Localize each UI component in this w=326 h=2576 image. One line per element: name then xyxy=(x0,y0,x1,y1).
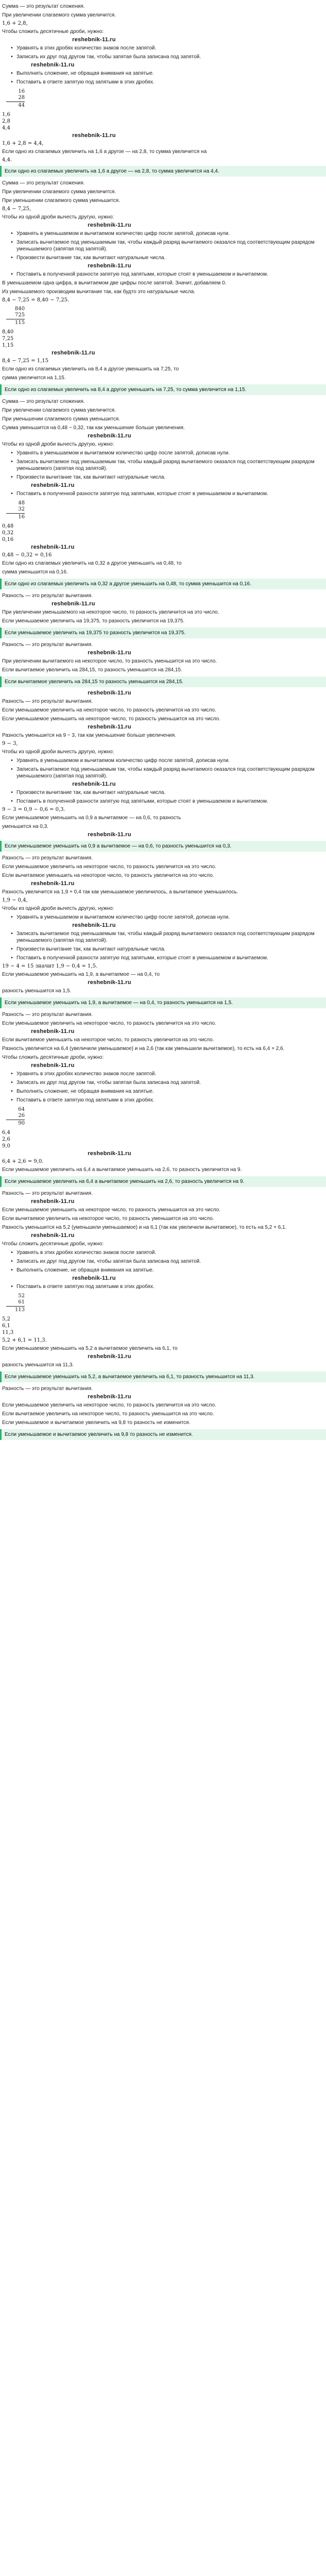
bullet-icon: • xyxy=(10,450,13,456)
paragraph: Разность — это результат вычитания. xyxy=(2,1386,93,1392)
paragraph: Если одно из слагаемых увеличить на 1,6 а другое — на 2,8, то сумма увеличится на xyxy=(2,149,207,155)
answer-highlight: Если уменьшаемое уменьшить на 1,9, а вычитаемое — на 0,4, то разность уменьшится на 1,5. xyxy=(0,997,326,1008)
column-row: 44 xyxy=(18,103,25,108)
math-expression: 6,4 + 2,6 = 9,0. xyxy=(2,1159,44,1164)
bullet-icon: • xyxy=(10,1250,13,1256)
watermark: reshebnik-11.ru xyxy=(88,724,132,730)
list-item-text: Произвести вычитание так, как вычитают натуральные числа. xyxy=(17,474,166,480)
paragraph: Если одно из слагаемых увеличить на 0,32 а другое уменьшить на 0,48, то xyxy=(2,561,182,566)
list-item-text: Поставить в ответе запятую под запятыми в этих дробях. xyxy=(17,79,155,85)
paragraph: Разность увеличится на 1,9 + 0,4 так как уменьшаемое увеличилось, а вычитаемое уменьшилось. xyxy=(2,889,238,895)
column-arithmetic xyxy=(6,89,25,109)
column-rule xyxy=(6,101,25,102)
list-item xyxy=(0,1087,326,1096)
column-row: 61 xyxy=(18,1299,25,1305)
paragraph: При увеличении слагаемого сумма увеличится. xyxy=(2,12,116,18)
list-item-text: Произвести вычитание так, как вычитают натуральные числа. xyxy=(17,790,166,795)
column-row: 48 xyxy=(18,500,25,506)
math-expression: 1,6 + 2,8 = 4,4, xyxy=(2,141,44,146)
list-item-text: Выполнить сложение, не обращая внимания на запятые. xyxy=(17,1267,154,1273)
paragraph: сумма увеличится на 1,15. xyxy=(2,375,66,381)
list-item-text: Уравнять в этих дробях количество знаков после запятой. xyxy=(17,1071,156,1077)
paragraph: При уменьшении слагаемого сумма уменьшится. xyxy=(2,416,120,422)
paragraph: Чтобы из одной дроби вычесть другую, нужно: xyxy=(2,749,115,755)
list-item xyxy=(0,797,326,806)
watermark: reshebnik-11.ru xyxy=(88,1150,132,1157)
math-expression: 9 − 3, xyxy=(2,741,18,747)
math-expression: 1,6 2,8 4,4 xyxy=(2,112,10,131)
bullet-icon: • xyxy=(10,459,13,465)
math-expression: 1,6 + 2,8, xyxy=(2,21,28,26)
paragraph: Разность — это результат вычитания. xyxy=(2,855,93,861)
watermark: reshebnik-11.ru xyxy=(88,690,132,696)
list-item-text: Уравнять в уменьшаемом и вычитаемом количество цифр после запятой, дописав нули. xyxy=(17,758,230,764)
bullet-icon: • xyxy=(10,491,13,497)
list-item xyxy=(0,1266,326,1275)
list-item xyxy=(0,449,326,457)
list-item xyxy=(0,473,326,482)
list-item-text: Записать вычитаемое под уменьшаемым так, чтобы каждый разряд вычитаемого оказался под соответствующим разрядом уменьшаемого (запятая под запятой). xyxy=(17,767,315,779)
answer-highlight: Если уменьшаемое увеличить на 19,375 то разность увеличится на 19,375. xyxy=(0,628,326,638)
column-row: 840 xyxy=(14,306,25,312)
list-item-text: Уравнять в уменьшаемом и вычитаемом количество цифр после запятой, дописав нули. xyxy=(17,450,230,456)
answer-highlight: Если уменьшаемое увеличить на 6,4 а вычитаемое уменьшить на 2,6, то разность увеличится на 9. xyxy=(0,1176,326,1187)
column-rule xyxy=(6,513,25,514)
list-item-text: Записать их друг под другом так, чтобы запятая была записана под запятой. xyxy=(17,1259,201,1264)
list-item xyxy=(0,756,326,765)
math-expression: 19 − 4 = 15 значит 1,9 − 0,4 = 1,5. xyxy=(2,963,97,969)
watermark: reshebnik-11.ru xyxy=(31,1062,75,1069)
paragraph: Чтобы сложить десятичные дроби, нужно: xyxy=(2,1055,104,1060)
list-item-text: Произвести вычитание так, как вычитают натуральные числа. xyxy=(17,946,166,952)
watermark: reshebnik-11.ru xyxy=(72,132,116,139)
bullet-icon: • xyxy=(10,1089,13,1094)
column-row: 90 xyxy=(18,1121,25,1126)
list-item xyxy=(0,1248,326,1257)
list-item-text: Записать вычитаемое под уменьшаемым так, чтобы каждый разряд вычитаемого оказался под соответствующим разрядом уменьшаемого (запятая под запятой). xyxy=(17,931,315,943)
list-item-text: Уравнять в этих дробях количество знаков после запятой. xyxy=(17,45,156,51)
paragraph: Разность — это результат вычитания. xyxy=(2,593,93,599)
bullet-icon: • xyxy=(10,231,13,236)
answer-highlight: Если одно из слагаемых увеличить на 8,4 а другое уменьшить на 7,25, то сумма увеличится на 1,15. xyxy=(0,384,326,395)
list-item xyxy=(0,44,326,53)
list-item xyxy=(0,489,326,498)
paragraph: Если уменьшаемое увеличить на некоторое число, то разность увеличится на это число. xyxy=(2,864,217,870)
column-row: 115 xyxy=(14,320,25,326)
paragraph: Если уменьшаемое увеличить на 6,4 а вычитаемое уменьшить на 2,6, то разность увеличится на 9. xyxy=(2,1167,242,1173)
paragraph: Чтобы из одной дроби вычесть другую, нужно: xyxy=(2,906,115,911)
math-expression: 0,48 0,32 0,16 xyxy=(2,523,14,543)
math-expression: 0,48 − 0,32 = 0,16 xyxy=(2,552,52,558)
math-expression: 8,4 − 7,25, xyxy=(2,206,31,212)
paragraph: Если вычитаемое увеличить на некоторое число, то разность уменьшится на это число. xyxy=(2,1411,214,1417)
answer-highlight: Если одно из слагаемых увеличить на 0,32 а другое уменьшить на 0,48, то сумма уменьшится на 0,16. xyxy=(0,579,326,589)
bullet-icon: • xyxy=(10,758,13,764)
bullet-icon: • xyxy=(10,946,13,952)
paragraph: Разность — это результат вычитания. xyxy=(2,1012,93,1018)
column-row: 28 xyxy=(18,95,25,100)
bullet-icon: • xyxy=(10,1080,13,1086)
list-item xyxy=(0,69,326,78)
watermark: reshebnik-11.ru xyxy=(72,1275,116,1281)
paragraph: Если одно из слагаемых увеличить на 8,4 а другое уменьшить на 7,25, то xyxy=(2,366,179,372)
paragraph: Если уменьшаемое и вычитаемое увеличить на 9,8 то разность не изменится. xyxy=(2,1420,190,1426)
answer-highlight: Если одно из слагаемых увеличить на 1,6 а другое — на 2,8, то сумма увеличится на 4,4. xyxy=(0,166,326,177)
watermark: reshebnik-11.ru xyxy=(88,433,132,439)
paragraph: При увеличении слагаемого сумма увеличится. xyxy=(2,408,116,413)
bullet-icon: • xyxy=(10,931,13,937)
bullet-icon: • xyxy=(10,1284,13,1290)
bullet-icon: • xyxy=(10,767,13,772)
watermark: reshebnik-11.ru xyxy=(88,1353,132,1360)
paragraph: Чтобы сложить десятичные дроби, нужно: xyxy=(2,29,104,35)
bullet-icon: • xyxy=(10,240,13,245)
list-item xyxy=(0,954,326,962)
list-item-text: Выполнить сложение, не обращая внимания на запятые. xyxy=(17,71,154,76)
list-item-text: Уравнять в этих дробях количество знаков после запятой. xyxy=(17,1250,156,1256)
answer-highlight: Если вычитаемое увеличить на 284,15 то разность уменьшится на 284,15. xyxy=(0,676,326,687)
paragraph: Разность уменьшится на 5,2 (уменьшили уменьшаемое) и на 6,1 (так как увеличили вычитаемое), то есть на 5,2 + 6,1. xyxy=(2,1225,287,1230)
watermark: reshebnik-11.ru xyxy=(72,781,116,787)
bullet-icon: • xyxy=(10,955,13,961)
math-expression: 9 − 3 = 0,9 − 0,6 = 0,3. xyxy=(2,807,66,812)
math-expression: 5,2 6,1 11,3 xyxy=(2,1316,14,1335)
bullet-icon: • xyxy=(10,790,13,795)
watermark: reshebnik-11.ru xyxy=(31,62,75,68)
watermark: reshebnik-11.ru xyxy=(88,832,132,838)
list-item xyxy=(0,1070,326,1078)
paragraph: сумма уменьшится на 0,16. xyxy=(2,569,68,575)
paragraph: При увеличении вычитаемого на некоторое число, то разность уменьшится на это число. xyxy=(2,658,217,664)
column-row: 725 xyxy=(14,312,25,318)
watermark: reshebnik-11.ru xyxy=(88,650,132,656)
paragraph: Сумма уменьшится на 0,48 − 0,32, так как уменьшение больше увеличения. xyxy=(2,425,185,431)
paragraph: уменьшится на 0,3. xyxy=(2,824,48,829)
paragraph: Разность уменьшится на 9 − 3, так как уменьшение больше увеличения. xyxy=(2,733,176,738)
list-item-text: Записать вычитаемое под уменьшаемым так, чтобы каждый разряд вычитаемого оказался под соответствующим разрядом уменьшаемого (запятая под запятой). xyxy=(17,459,315,471)
math-expression: 4,4. xyxy=(2,157,12,163)
paragraph: В уменьшаемом одна цифра, в вычитаемом две цифры после запятой. Значит, добавляем 0. xyxy=(2,280,226,286)
paragraph: Если уменьшаемое увеличить на 19,375, то разность увеличится на 19,375. xyxy=(2,618,185,624)
list-item-text: Уравнять в уменьшаемом и вычитаемом количество цифр после запятой, дописав нули. xyxy=(17,231,230,236)
bullet-icon: • xyxy=(10,79,13,85)
watermark: reshebnik-11.ru xyxy=(88,979,132,986)
list-item xyxy=(0,1282,326,1291)
list-item-text: Записать их друг под другом так, чтобы запятая была записана под запятой. xyxy=(17,1080,201,1086)
list-item xyxy=(0,53,326,61)
paragraph: При увеличении слагаемого сумма увеличится. xyxy=(2,189,116,195)
list-item-text: Поставить в полученной разности запятую под запятыми, которые стоят в уменьшаемом и вычитаемом. xyxy=(17,272,268,277)
list-item xyxy=(0,788,326,797)
list-item xyxy=(0,945,326,954)
list-item xyxy=(0,229,326,238)
watermark: reshebnik-11.ru xyxy=(52,601,95,607)
paragraph: Если вычитаемое увеличить на некоторое число, то разность уменьшится на это число. xyxy=(2,1216,214,1222)
paragraph: Разность увеличится на 6,4 (увеличили уменьшаемое) и на 2,6 (так как уменьшили вычитаемое), то есть на 6,4 + 2,6. xyxy=(2,1046,285,1052)
paragraph: Если вычитаемое уменьшить на некоторое число, то разность увеличится на это число. xyxy=(2,873,214,878)
list-item-text: Записать вычитаемое под уменьшаемым так, чтобы каждый разряд вычитаемого оказался под соответствующим разрядом уменьшаемого (запятая под запятой). xyxy=(17,240,315,252)
watermark: reshebnik-11.ru xyxy=(31,1028,75,1035)
column-row: 16 xyxy=(18,514,25,520)
bullet-icon: • xyxy=(10,474,13,480)
list-item xyxy=(0,253,326,262)
paragraph: разность уменьшится на 1,5. xyxy=(2,988,72,994)
math-expression: 8,4 − 7,25 = 8,40 − 7,25. xyxy=(2,297,70,303)
paragraph: Если уменьшаемое увеличить на некоторое число, то разность увеличится на это число. xyxy=(2,1402,217,1408)
paragraph: разность уменьшится на 11,3. xyxy=(2,1362,74,1368)
paragraph: Разность — это результат вычитания. xyxy=(2,699,93,704)
watermark: reshebnik-11.ru xyxy=(72,922,116,928)
paragraph: Чтобы из одной дроби вычесть другую, нужно: xyxy=(2,214,115,220)
bullet-icon: • xyxy=(10,1267,13,1273)
bullet-icon: • xyxy=(10,799,13,804)
list-item-text: Поставить в полученной разности запятую под запятыми, которые стоят в уменьшаемом и вычитаемом. xyxy=(17,491,268,497)
list-item xyxy=(0,1096,326,1105)
bullet-icon: • xyxy=(10,1259,13,1264)
list-item xyxy=(0,238,326,253)
column-row: 32 xyxy=(18,506,25,512)
paragraph: Если уменьшаемое увеличить на некоторое число, то разность увеличится на это число. xyxy=(2,1021,217,1026)
watermark: reshebnik-11.ru xyxy=(72,37,116,43)
bullet-icon: • xyxy=(10,255,13,261)
answer-highlight: Если уменьшаемое уменьшить на 0,9 а вычитаемое — на 0,6, то разность уменьшится на 0,3. xyxy=(0,841,326,852)
list-item-text: Записать их друг под другом так, чтобы запятая была записана под запятой. xyxy=(17,54,201,60)
math-expression: 1,9 − 0,4, xyxy=(2,897,28,903)
paragraph: Если уменьшаемое уменьшить на некоторое число, то разность уменьшится на это число. xyxy=(2,716,221,722)
math-expression: 6,4 2,6 9,0 xyxy=(2,1130,10,1149)
column-arithmetic xyxy=(6,1107,25,1127)
column-arithmetic xyxy=(6,1293,25,1313)
paragraph: Из уменьшаемого производим вычитание так, как будто это натуральные числа. xyxy=(2,289,195,295)
bullet-icon: • xyxy=(10,1097,13,1103)
column-row: 52 xyxy=(18,1293,25,1299)
list-item-text: Поставить в ответе запятую под запятыми в этих дробях. xyxy=(17,1284,155,1290)
watermark: reshebnik-11.ru xyxy=(52,350,95,356)
list-item-text: Произвести вычитание так, как вычитают натуральные числа. xyxy=(17,255,166,261)
bullet-icon: • xyxy=(10,71,13,76)
paragraph: Сумма — это результат сложения. xyxy=(2,180,85,186)
paragraph: При уменьшении слагаемого сумма уменьшится. xyxy=(2,198,120,204)
math-expression: 5,2 + 6,1 = 11,3. xyxy=(2,1337,47,1343)
paragraph: Если уменьшаемое уменьшить на 0,9 а вычитаемое — на 0,6, то разность xyxy=(2,815,181,821)
paragraph: Разность — это результат вычитания. xyxy=(2,642,93,648)
watermark: reshebnik-11.ru xyxy=(31,1232,75,1239)
paragraph: Сумма — это результат сложения. xyxy=(2,399,85,404)
bullet-icon: • xyxy=(10,1071,13,1077)
list-item-text: Выполнить сложение, не обращая внимания на запятые. xyxy=(17,1089,154,1094)
watermark: reshebnik-11.ru xyxy=(88,222,132,228)
column-arithmetic xyxy=(6,500,25,520)
paragraph: Сумма — это результат сложения. xyxy=(2,4,85,9)
watermark: reshebnik-11.ru xyxy=(31,1198,75,1205)
paragraph: Если уменьшаемое уменьшить на 1,9, а вычитаемое — на 0,4, то xyxy=(2,972,160,977)
list-item-text: Уравнять в уменьшаемом и вычитаемом количество цифр после запятой, дописав нули. xyxy=(17,914,230,920)
column-row: 64 xyxy=(18,1107,25,1112)
list-item xyxy=(0,913,326,922)
watermark: reshebnik-11.ru xyxy=(88,1394,132,1400)
math-expression: 8,4 − 7,25 = 1,15 xyxy=(2,358,48,364)
bullet-icon: • xyxy=(10,54,13,60)
paragraph: Если вычитаемое увеличить на 284,15, то разность уменьшится на 284,15. xyxy=(2,667,183,673)
answer-highlight: Если уменьшаемое уменьшить на 5,2, а вычитаемое увеличить на 6,1, то разность уменьшится на 11,3. xyxy=(0,1371,326,1382)
list-item xyxy=(0,929,326,945)
list-item-text: Поставить в полученной разности запятую под запятыми, которые стоят в уменьшаемом и вычитаемом. xyxy=(17,955,268,961)
paragraph: Если уменьшаемое увеличить на некоторое число, то разность увеличится на это число. xyxy=(2,707,217,713)
paragraph: Чтобы сложить десятичные дроби, нужно: xyxy=(2,1241,104,1247)
column-row: 16 xyxy=(18,89,25,94)
math-expression: 8,40 7,25 1,15 xyxy=(2,329,14,348)
watermark: reshebnik-11.ru xyxy=(88,263,132,269)
list-item xyxy=(0,270,326,279)
paragraph: Чтобы из одной дроби вычесть другую, нужно: xyxy=(2,442,115,447)
column-rule xyxy=(6,1306,25,1307)
column-arithmetic xyxy=(6,306,25,326)
list-item xyxy=(0,1257,326,1266)
bullet-icon: • xyxy=(10,45,13,51)
paragraph: Разность — это результат вычитания. xyxy=(2,1191,93,1196)
list-item xyxy=(0,765,326,781)
bullet-icon: • xyxy=(10,914,13,920)
list-item-text: Поставить в полученной разности запятую под запятыми, которые стоят в уменьшаемом и вычитаемом. xyxy=(17,799,268,804)
list-item xyxy=(0,457,326,473)
paragraph: Если вычитаемое уменьшить на некоторое число, то разность увеличится на это число. xyxy=(2,1037,214,1043)
watermark: reshebnik-11.ru xyxy=(31,482,75,488)
answer-highlight: Если уменьшаемое и вычитаемое увеличить на 9,8 то разность не изменится. xyxy=(0,1429,326,1440)
list-item-text: Поставить в ответе запятую под запятыми в этих дробях. xyxy=(17,1097,155,1103)
list-item xyxy=(0,1078,326,1087)
column-row: 113 xyxy=(14,1307,25,1313)
list-item xyxy=(0,78,326,87)
paragraph: При увеличении уменьшаемого на некоторое число, то разность увеличится на это число. xyxy=(2,609,219,615)
watermark: reshebnik-11.ru xyxy=(31,880,75,887)
paragraph: Если уменьшаемое уменьшить на некоторое число, то разность уменьшится на это число. xyxy=(2,1207,221,1213)
bullet-icon: • xyxy=(10,272,13,277)
column-row: 26 xyxy=(18,1113,25,1118)
watermark: reshebnik-11.ru xyxy=(31,544,75,550)
paragraph: Если уменьшаемое уменьшить на 5,2 а вычитаемое увеличить на 6,1, то xyxy=(2,1346,178,1351)
